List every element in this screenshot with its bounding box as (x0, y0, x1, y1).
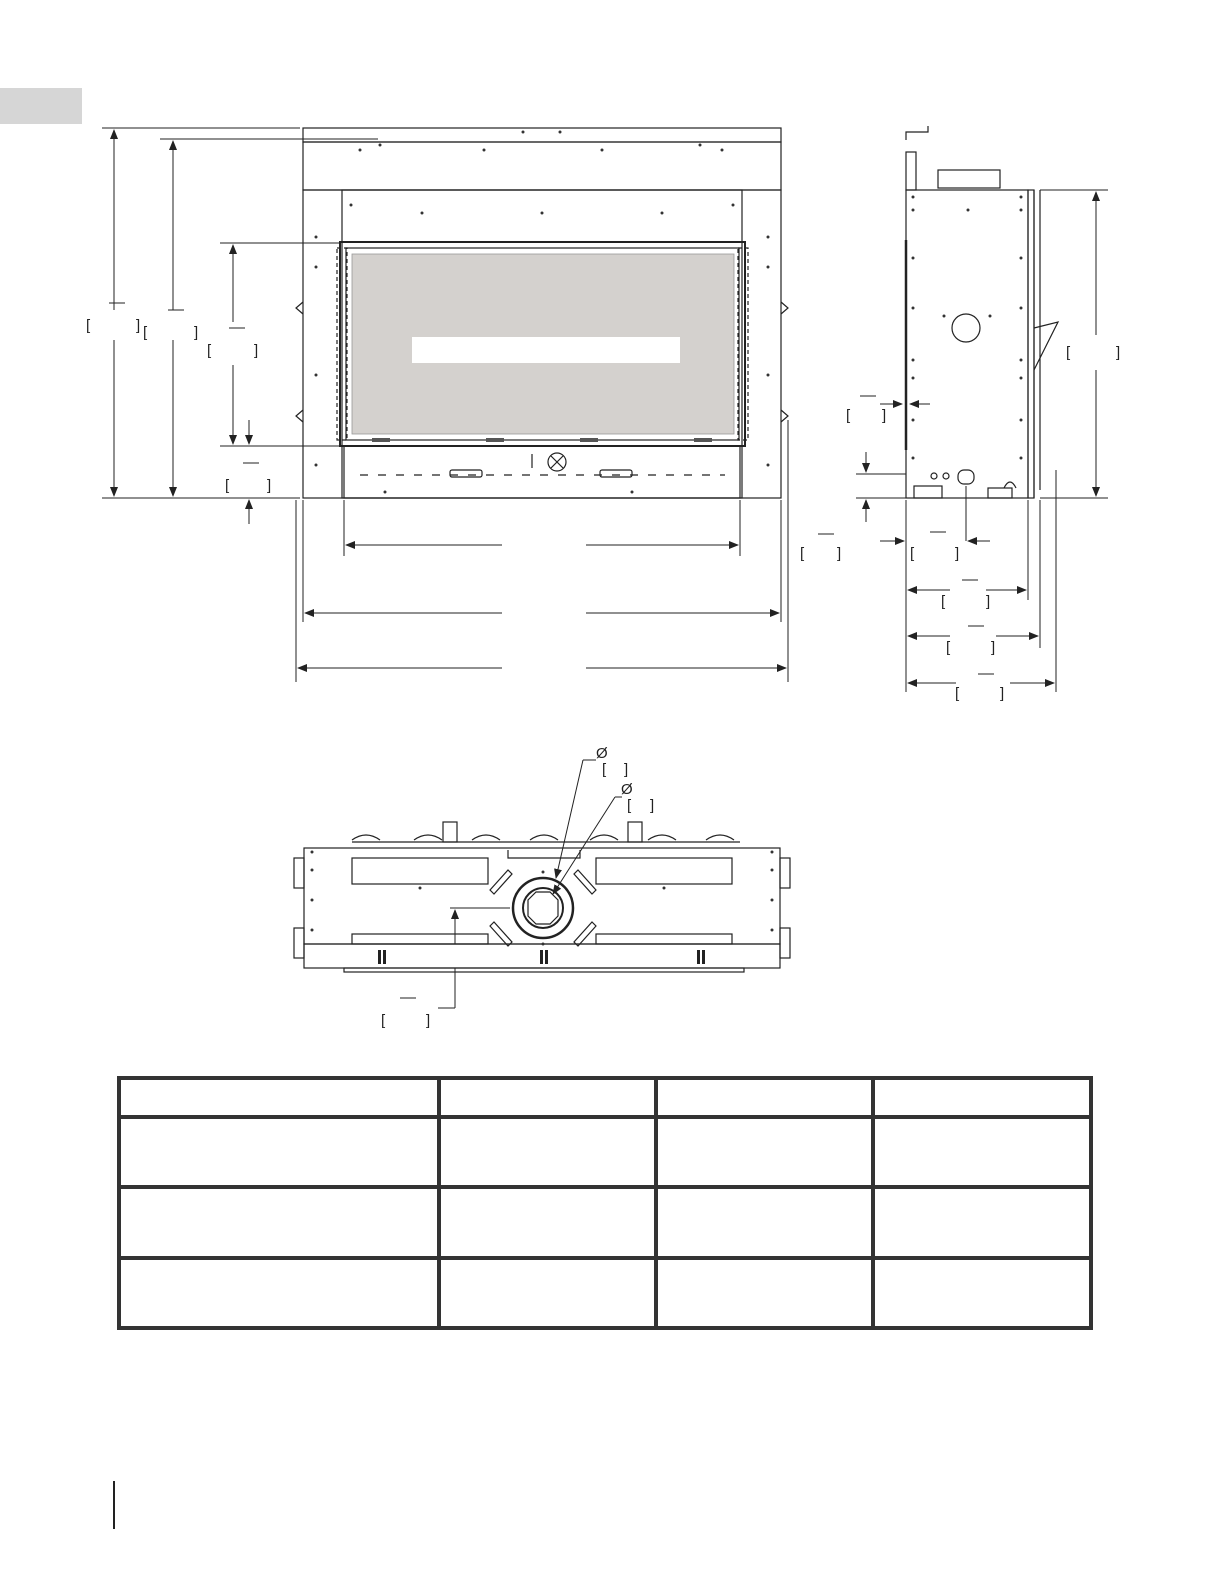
specification-table (117, 1076, 1093, 1330)
side-view (906, 126, 1058, 498)
side-dimensions (818, 190, 1108, 692)
bracket-close: ] (194, 324, 199, 341)
top-view (294, 822, 790, 972)
table-cell (656, 1078, 873, 1117)
glass-label-box (412, 337, 680, 363)
table-cell (656, 1258, 873, 1328)
table-cell (873, 1078, 1091, 1117)
table-cell (873, 1117, 1091, 1187)
table-header-row (119, 1078, 1091, 1117)
bracket-open: [ (381, 1012, 386, 1029)
table-cell (873, 1258, 1091, 1328)
table-cell (873, 1187, 1091, 1257)
top-view-rivets (311, 851, 774, 946)
table-cell (119, 1187, 439, 1257)
bracket-open: [ (846, 407, 851, 424)
diameter-symbol: Ø (621, 781, 633, 798)
bracket-close: ] (986, 593, 991, 610)
table-cell (656, 1187, 873, 1257)
side-brackets (800, 344, 1120, 702)
table-cell (439, 1187, 656, 1257)
table-row (119, 1258, 1091, 1328)
bracket-open: [ (627, 797, 632, 814)
bracket-close: ] (837, 545, 842, 562)
bracket-open: [ (910, 545, 915, 562)
bracket-close: ] (1000, 685, 1005, 702)
table-cell (656, 1117, 873, 1187)
bracket-close: ] (650, 797, 655, 814)
bracket-close: ] (1116, 344, 1121, 361)
table-cell (439, 1117, 656, 1187)
diameter-symbol: Ø (596, 745, 608, 762)
top-labels (381, 745, 654, 1029)
table-cell (119, 1117, 439, 1187)
bracket-open: [ (143, 324, 148, 341)
bracket-open: [ (225, 477, 230, 494)
bracket-close: ] (882, 407, 887, 424)
table-cell (119, 1258, 439, 1328)
table-row (119, 1117, 1091, 1187)
bracket-close: ] (991, 639, 996, 656)
bracket-close: ] (955, 545, 960, 562)
top-view-hinges (378, 950, 705, 964)
table-cell (439, 1258, 656, 1328)
bracket-open: [ (1066, 344, 1071, 361)
bracket-close: ] (624, 761, 629, 778)
bracket-open: [ (946, 639, 951, 656)
table-cell (439, 1078, 656, 1117)
bracket-open: [ (86, 317, 91, 334)
table-row (119, 1187, 1091, 1257)
table-cell (119, 1078, 439, 1117)
bracket-open: [ (207, 342, 212, 359)
bracket-open: [ (955, 685, 960, 702)
bracket-close: ] (254, 342, 259, 359)
side-rivets (912, 196, 1023, 460)
bracket-open: [ (941, 593, 946, 610)
bracket-close: ] (136, 317, 141, 334)
bracket-close: ] (426, 1012, 431, 1029)
bracket-open: [ (602, 761, 607, 778)
bracket-close: ] (267, 477, 272, 494)
footer-rule (113, 1481, 115, 1529)
bracket-open: [ (800, 545, 805, 562)
